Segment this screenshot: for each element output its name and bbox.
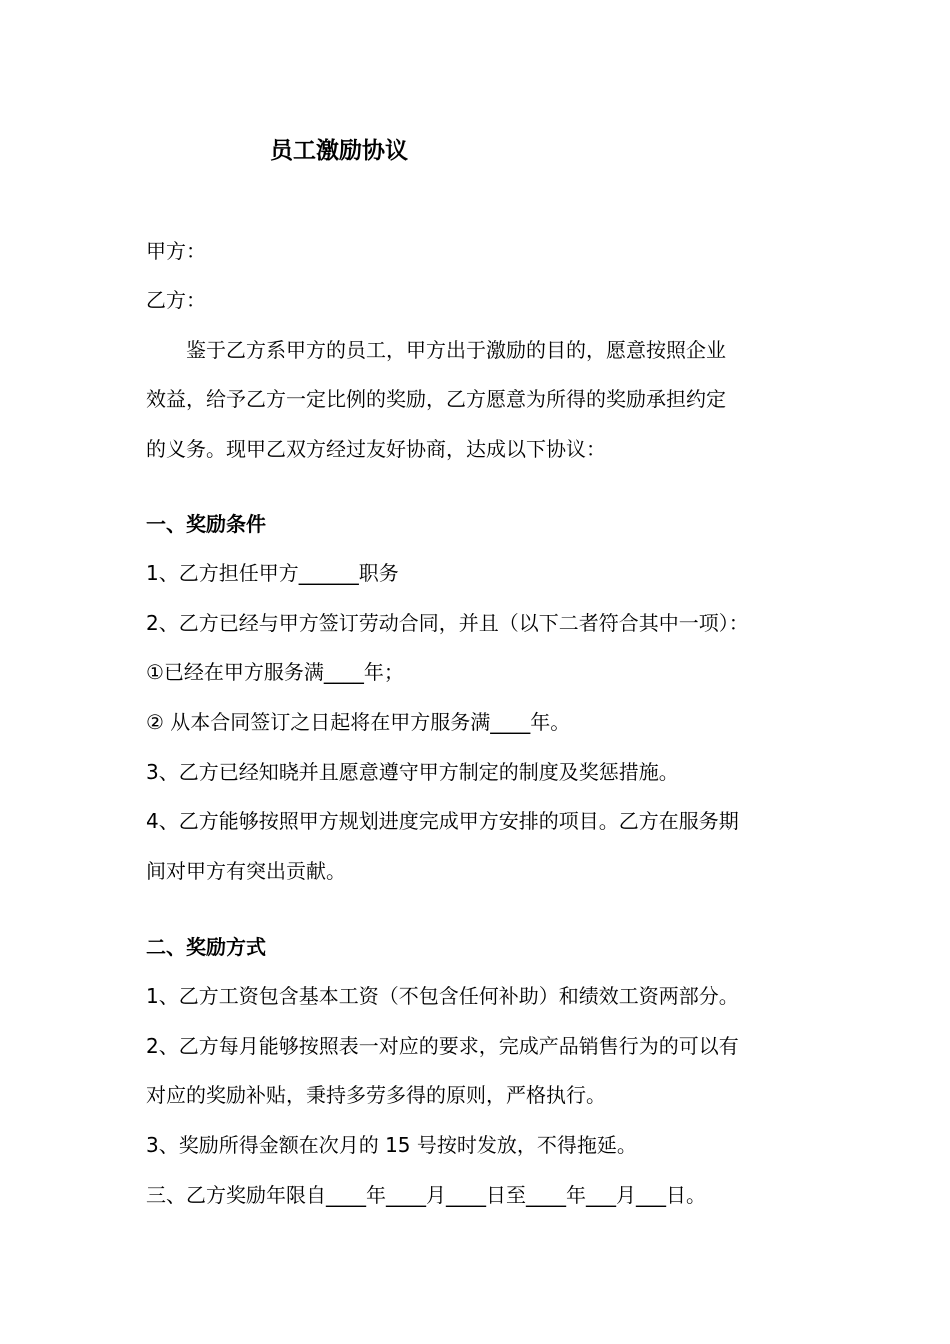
- preamble-line-2: 效益，给予乙方一定比例的奖励，乙方愿意为所得的奖励承担约定: [146, 387, 726, 411]
- preamble-line-1: 鉴于乙方系甲方的员工，甲方出于激励的目的，愿意按照企业: [186, 338, 726, 362]
- section-2-heading: 二、奖励方式: [146, 935, 266, 959]
- section-1-item-2: 2、乙方已经与甲方签订劳动合同，并且（以下二者符合其中一项）：: [146, 611, 749, 635]
- section-1-item-4-line-2: 间对甲方有突出贡献。: [146, 859, 346, 883]
- section-1-item-3: 3、乙方已经知晓并且愿意遵守甲方制定的制度及奖惩措施。: [146, 760, 679, 784]
- section-1-item-4-line-1: 4、乙方能够按照甲方规划进度完成甲方安排的项目。乙方在服务期: [146, 809, 739, 833]
- section-2-item-3: 3、奖励所得金额在次月的 15 号按时发放，不得拖延。: [146, 1133, 637, 1157]
- section-3-line: 三、乙方奖励年限自____年____月____日至____年___月___日。: [146, 1183, 706, 1207]
- party-a-line: 甲方：: [146, 239, 206, 263]
- section-1-item-2b: ② 从本合同签订之日起将在甲方服务满____年。: [146, 710, 571, 734]
- document-title: 员工激励协议: [270, 138, 408, 164]
- section-1-item-1: 1、乙方担任甲方______职务: [146, 561, 399, 585]
- preamble-line-3: 的义务。现甲乙双方经过友好协商，达成以下协议：: [146, 437, 606, 461]
- section-1-item-2a: ①已经在甲方服务满____年；: [146, 660, 404, 684]
- section-2-item-2-line-1: 2、乙方每月能够按照表一对应的要求，完成产品销售行为的可以有: [146, 1034, 739, 1058]
- section-2-item-1: 1、乙方工资包含基本工资（不包含任何补助）和绩效工资两部分。: [146, 984, 739, 1008]
- party-b-line: 乙方：: [146, 288, 206, 312]
- section-1-heading: 一、奖励条件: [146, 512, 266, 536]
- section-2-item-2-line-2: 对应的奖励补贴，秉持多劳多得的原则，严格执行。: [146, 1083, 606, 1107]
